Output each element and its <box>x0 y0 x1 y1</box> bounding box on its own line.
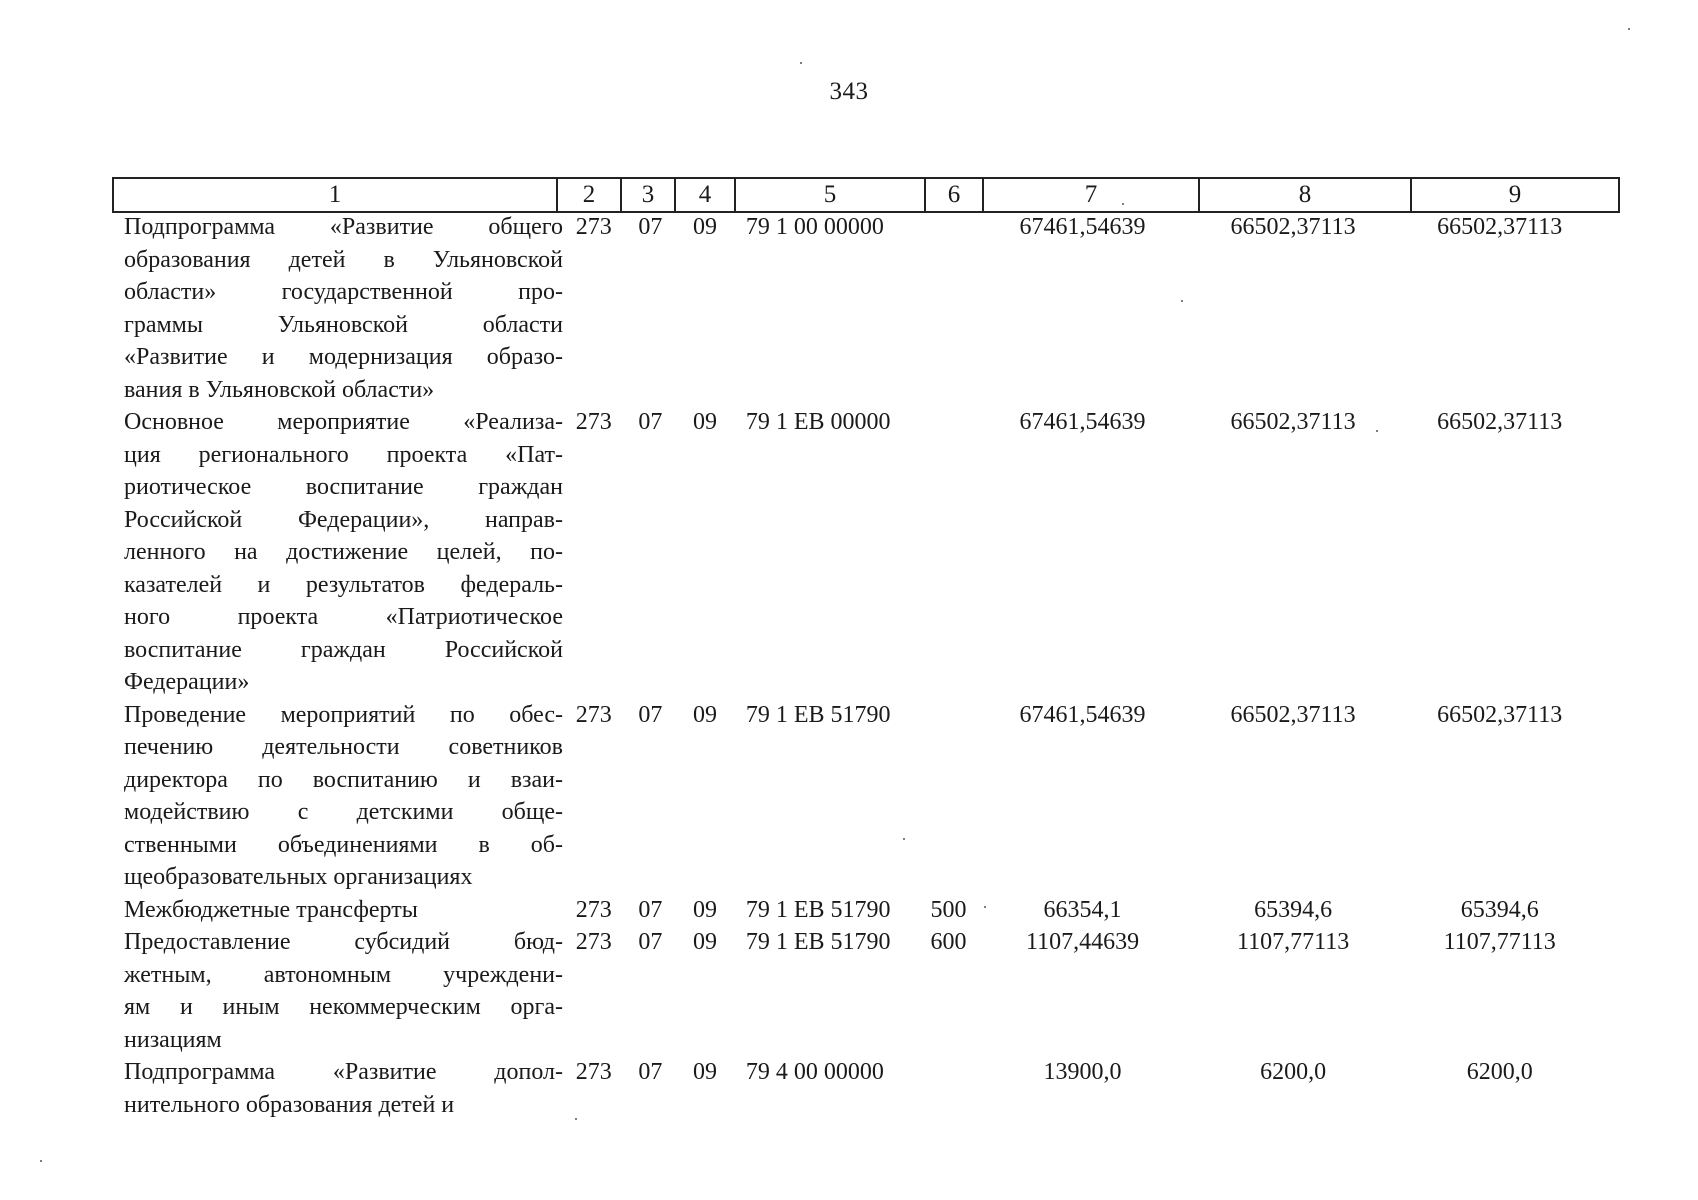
header-col-8: 8 <box>1199 178 1411 212</box>
code-ministry: 273 <box>575 929 612 955</box>
scan-speck <box>1181 300 1183 302</box>
row-description <box>112 926 563 1056</box>
amount-col-7: 67461,54639 <box>1019 214 1146 240</box>
amount-col-7: 66354,1 <box>1043 896 1122 923</box>
code-target-article: 79 1 ЕВ 51790 <box>745 701 891 728</box>
table-row <box>112 406 1602 699</box>
code-subsection: 09 <box>693 929 718 955</box>
description-line: Подпрограмма «Развитие допол- <box>124 1059 563 1085</box>
code-section: 07 <box>638 214 663 240</box>
scan-speck <box>1122 203 1124 205</box>
row-description <box>112 406 563 699</box>
description-line: щеобразовательных организациях <box>124 864 473 890</box>
amount-col-9: 65394,6 <box>1460 896 1539 923</box>
amount-col-9: 6200,0 <box>1466 1059 1533 1085</box>
table-row <box>112 926 1602 1056</box>
scan-speck <box>575 1118 577 1120</box>
description-line: нительного образования детей и <box>124 1091 455 1118</box>
code-subsection: 09 <box>693 1059 718 1085</box>
description-line: ного проекта «Патриотическое <box>124 604 563 630</box>
scan-speck <box>1628 28 1630 30</box>
table-row <box>112 1056 1602 1121</box>
description-line: Предоставление субсидий бюд- <box>124 929 563 955</box>
table-row <box>112 699 1602 894</box>
code-target-article: 79 1 ЕВ 51790 <box>745 929 891 955</box>
amount-col-7: 13900,0 <box>1043 1059 1122 1085</box>
code-ministry: 273 <box>575 1059 612 1085</box>
description-line: директора по воспитанию и взаи- <box>124 766 563 793</box>
amount-col-9: 66502,37113 <box>1437 409 1563 435</box>
description-line: Подпрограмма «Развитие общего <box>124 214 563 240</box>
code-ministry: 273 <box>575 896 612 923</box>
amount-col-9: 66502,37113 <box>1437 701 1563 728</box>
description-line: Основное мероприятие «Реализа- <box>124 409 563 435</box>
budget-table-body <box>112 211 1602 1121</box>
description-line: воспитание граждан Российской <box>124 636 563 663</box>
table-row <box>112 894 1602 927</box>
row-description <box>112 699 563 894</box>
scan-speck <box>1376 430 1378 432</box>
description-line: ственными объединениями в об- <box>124 831 563 858</box>
code-subsection: 09 <box>693 701 718 728</box>
description-line: модействию с детскими обще- <box>124 799 563 825</box>
amount-col-8: 6200,0 <box>1260 1059 1327 1085</box>
amount-col-9: 66502,37113 <box>1437 214 1563 240</box>
column-header-row <box>112 177 1620 213</box>
table-row <box>112 211 1602 406</box>
code-ministry: 273 <box>575 214 612 240</box>
description-line: ция регионального проекта «Пат- <box>124 441 563 468</box>
code-ministry: 273 <box>575 409 612 435</box>
code-expense-type: 600 <box>930 929 967 955</box>
header-col-9: 9 <box>1411 178 1619 212</box>
code-section: 07 <box>638 1059 663 1085</box>
page-number: 343 <box>829 78 869 105</box>
code-target-article: 79 1 00 00000 <box>745 214 884 240</box>
description-line: Федерации» <box>124 669 250 695</box>
header-col-3: 3 <box>621 178 675 212</box>
header-col-2: 2 <box>557 178 621 212</box>
description-line: риотическое воспитание граждан <box>124 474 563 500</box>
scan-speck <box>984 906 986 908</box>
code-section: 07 <box>638 701 663 728</box>
amount-col-8: 65394,6 <box>1254 896 1333 923</box>
row-description <box>112 211 563 406</box>
code-target-article: 79 1 ЕВ 51790 <box>745 896 891 923</box>
description-line: печению деятельности советников <box>124 734 563 760</box>
description-line: низациям <box>124 1026 222 1053</box>
header-col-6: 6 <box>925 178 983 212</box>
description-line: области» государственной про- <box>124 279 563 305</box>
amount-col-7: 1107,44639 <box>1025 929 1140 955</box>
amount-col-7: 67461,54639 <box>1019 409 1146 435</box>
amount-col-7: 67461,54639 <box>1019 701 1146 728</box>
row-description <box>112 894 563 927</box>
description-line: образования детей в Ульяновской <box>124 246 563 273</box>
description-line: ям и иным некоммерческим орга- <box>124 994 563 1020</box>
code-subsection: 09 <box>693 214 718 240</box>
code-target-article: 79 4 00 00000 <box>745 1059 884 1085</box>
code-target-article: 79 1 ЕВ 00000 <box>745 409 891 435</box>
code-expense-type: 500 <box>930 896 967 923</box>
header-col-1: 1 <box>113 178 557 212</box>
amount-col-9: 1107,77113 <box>1443 929 1556 955</box>
description-line: Межбюджетные трансферты <box>124 896 418 923</box>
description-line: «Развитие и модернизация образо- <box>124 344 563 370</box>
header-col-5: 5 <box>735 178 925 212</box>
description-line: Проведение мероприятий по обес- <box>124 701 563 728</box>
description-line: казателей и результатов федераль- <box>124 571 563 598</box>
code-subsection: 09 <box>693 896 718 923</box>
description-line: Российской Федерации», направ- <box>124 506 563 533</box>
header-col-7: 7 <box>983 178 1199 212</box>
code-section: 07 <box>638 896 663 923</box>
code-ministry: 273 <box>575 701 612 728</box>
amount-col-8: 66502,37113 <box>1230 409 1356 435</box>
description-line: вания в Ульяновской области» <box>124 376 435 403</box>
amount-col-8: 66502,37113 <box>1230 701 1356 728</box>
description-line: граммы Ульяновской области <box>124 311 563 338</box>
code-subsection: 09 <box>693 409 718 435</box>
amount-col-8: 1107,77113 <box>1236 929 1350 955</box>
description-line: жетным, автономным учреждени- <box>124 961 563 988</box>
header-col-4: 4 <box>675 178 735 212</box>
code-section: 07 <box>638 409 663 435</box>
scan-speck <box>800 62 802 64</box>
description-line: ленного на достижение целей, по- <box>124 539 563 565</box>
code-section: 07 <box>638 929 663 955</box>
row-description <box>112 1056 563 1121</box>
amount-col-8: 66502,37113 <box>1230 214 1356 240</box>
scan-speck <box>903 838 905 840</box>
scan-speck <box>40 1160 42 1162</box>
